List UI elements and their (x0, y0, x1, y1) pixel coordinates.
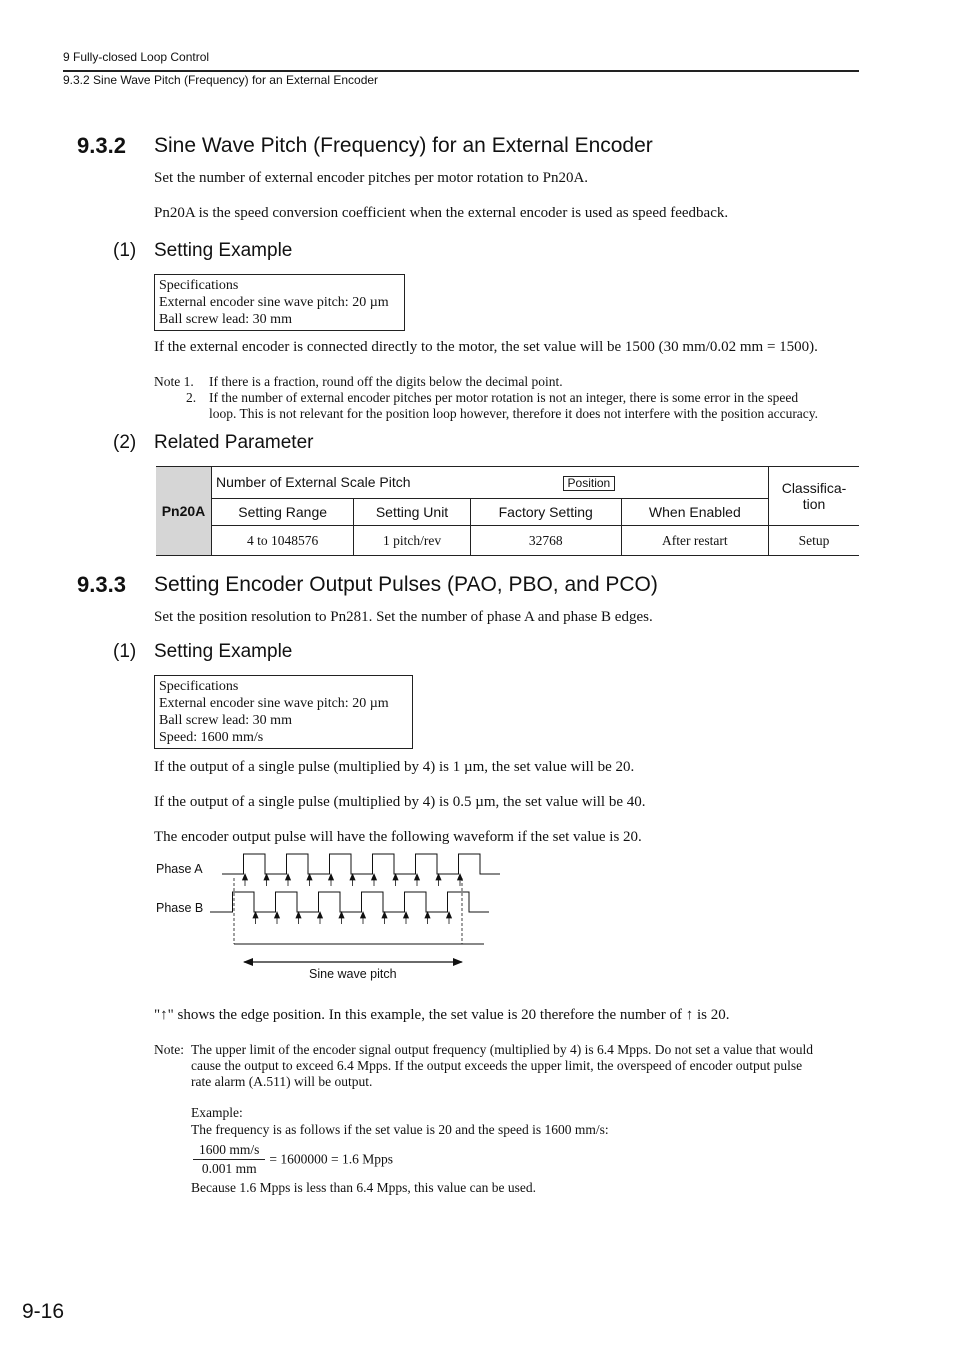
subsection-title: Setting Example (154, 641, 293, 662)
formula-result: = 1600000 = 1.6 Mpps (269, 1151, 393, 1167)
edge-arrow-icon (404, 912, 409, 924)
section-number-932: 9.3.2 (77, 133, 126, 158)
note-text: rate alarm (A.511) will be output. (191, 1074, 373, 1089)
edge-arrow-icon (275, 912, 280, 924)
note-text: cause the output to exceed 6.4 Mpps. If the output exceeds the upper limit, the overspeed of encoder output pulse (191, 1058, 803, 1073)
paragraph: If the external encoder is connected directly to the motor, the set value will be 1500 (30 mm/0.02 mm = 1500). (154, 339, 818, 355)
subsection-number: (2) (113, 432, 137, 453)
paragraph: The encoder output pulse will have the following waveform if the set value is 20. (154, 829, 642, 845)
spec-line: Speed: 1600 mm/s (159, 730, 264, 745)
edge-arrow-icon (286, 874, 291, 886)
edge-arrow-icon (307, 874, 312, 886)
phase-a-waveform (222, 854, 500, 874)
col-header-when-enabled: When Enabled (621, 499, 768, 526)
section-title-933: Setting Encoder Output Pulses (PAO, PBO, and PCO) (154, 573, 658, 596)
spec-line: External encoder sine wave pitch: 20 µm (159, 295, 389, 310)
parameter-name: Number of External Scale Pitch (216, 474, 411, 490)
phase-b-waveform (210, 892, 489, 912)
position-tag: Position (563, 476, 616, 491)
edge-arrow-icon (447, 912, 452, 924)
section-number-933: 9.3.3 (77, 572, 126, 597)
col-header-setting-range: Setting Range (212, 499, 354, 526)
subsection-number: (1) (113, 641, 137, 662)
classification-header-line: Classifica- (781, 480, 847, 496)
formula-numerator: 1600 mm/s (193, 1142, 265, 1160)
note-text: If there is a fraction, round off the digits below the decimal point. (209, 374, 563, 389)
spec-line: Ball screw lead: 30 mm (159, 713, 292, 728)
edge-arrow-icon (339, 912, 344, 924)
classification-header-line: tion (802, 496, 826, 512)
edge-arrow-icon (436, 874, 441, 886)
parameter-code: Pn20A (156, 467, 212, 556)
phase-b-label: Phase B (156, 901, 204, 915)
edge-arrow-icon (361, 912, 366, 924)
note-text: If the number of external encoder pitches per motor rotation is not an integer, there is some error in the speed (209, 390, 799, 405)
conclusion-text: Because 1.6 Mpps is less than 6.4 Mpps, this value can be used. (191, 1180, 536, 1195)
example-label: Example: (191, 1105, 243, 1120)
spec-line: Specifications (159, 679, 239, 694)
parameter-table (156, 466, 859, 556)
phase-a-signal (222, 854, 500, 874)
edge-arrow-icon (415, 874, 420, 886)
paragraph: If the output of a single pulse (multiplied by 4) is 1 µm, the set value will be 20. (154, 759, 635, 775)
running-header-chapter: 9 Fully-closed Loop Control (63, 50, 210, 64)
sine-wave-pitch-label: Sine wave pitch (309, 967, 397, 981)
edge-arrow-icon (329, 874, 334, 886)
example-text: The frequency is as follows if the set value is 20 and the speed is 1600 mm/s: (191, 1122, 609, 1137)
col-header-factory-setting: Factory Setting (470, 499, 621, 526)
paragraph: Set the position resolution to Pn281. Set the number of phase A and phase B edges. (154, 609, 653, 625)
col-header-setting-unit: Setting Unit (354, 499, 470, 526)
edge-arrow-icon (253, 912, 258, 924)
value-setting-unit: 1 pitch/rev (354, 526, 470, 556)
value-factory-setting: 32768 (470, 526, 621, 556)
spec-line: External encoder sine wave pitch: 20 µm (159, 696, 389, 711)
paragraph: If the output of a single pulse (multiplied by 4) is 0.5 µm, the set value will be 40. (154, 794, 646, 810)
note-text: loop. This is not relevant for the position loop however, therefore it does not interfere with the position accuracy. (209, 406, 819, 421)
formula-fraction (193, 1142, 265, 1177)
spec-line: Ball screw lead: 30 mm (159, 312, 292, 327)
edge-arrow-icon (264, 874, 269, 886)
parameter-name-cell (212, 467, 769, 499)
note-label: Note: (154, 1042, 184, 1057)
subsection-title: Related Parameter (154, 432, 314, 453)
edge-arrow-icon (382, 912, 387, 924)
edge-arrow-icon (318, 912, 323, 924)
value-classification: Setup (769, 526, 860, 556)
phase-a-label: Phase A (156, 862, 203, 876)
encoder-waveform-diagram (210, 848, 500, 973)
section-title-932: Sine Wave Pitch (Frequency) for an External Encoder (154, 134, 653, 157)
note-text: The upper limit of the encoder signal output frequency (multiplied by 4) is 6.4 Mpps. Do not set a value that would (191, 1042, 813, 1057)
value-setting-range: 4 to 1048576 (212, 526, 354, 556)
paragraph: Pn20A is the speed conversion coefficient when the external encoder is used as speed feedback. (154, 205, 729, 221)
subsection-title: Setting Example (154, 240, 293, 261)
classification-header (769, 467, 860, 526)
note-label: 2. (186, 390, 197, 405)
spec-line: Specifications (159, 278, 239, 293)
edge-arrow-icon (243, 874, 248, 886)
edge-arrow-icon (425, 912, 430, 924)
formula-denominator: 0.001 mm (201, 1161, 257, 1176)
page-number: 9-16 (22, 1300, 65, 1323)
header-rule (63, 70, 859, 72)
edge-arrow-icon (350, 874, 355, 886)
paragraph: Set the number of external encoder pitches per motor rotation to Pn20A. (154, 170, 589, 186)
frequency-formula (193, 1142, 393, 1177)
value-when-enabled: After restart (621, 526, 768, 556)
edge-arrow-icon (372, 874, 377, 886)
specifications-box (154, 274, 405, 331)
note-label: Note 1. (154, 374, 194, 389)
specifications-box (154, 675, 413, 749)
running-header-section: 9.3.2 Sine Wave Pitch (Frequency) for an External Encoder (63, 73, 379, 87)
edge-explanation: "↑" shows the edge position. In this example, the set value is 20 therefore the number of ↑ is 20. (154, 1007, 730, 1023)
phase-b-signal (210, 892, 489, 912)
subsection-number: (1) (113, 240, 137, 261)
edge-arrow-icon (296, 912, 301, 924)
edge-arrow-icon (393, 874, 398, 886)
